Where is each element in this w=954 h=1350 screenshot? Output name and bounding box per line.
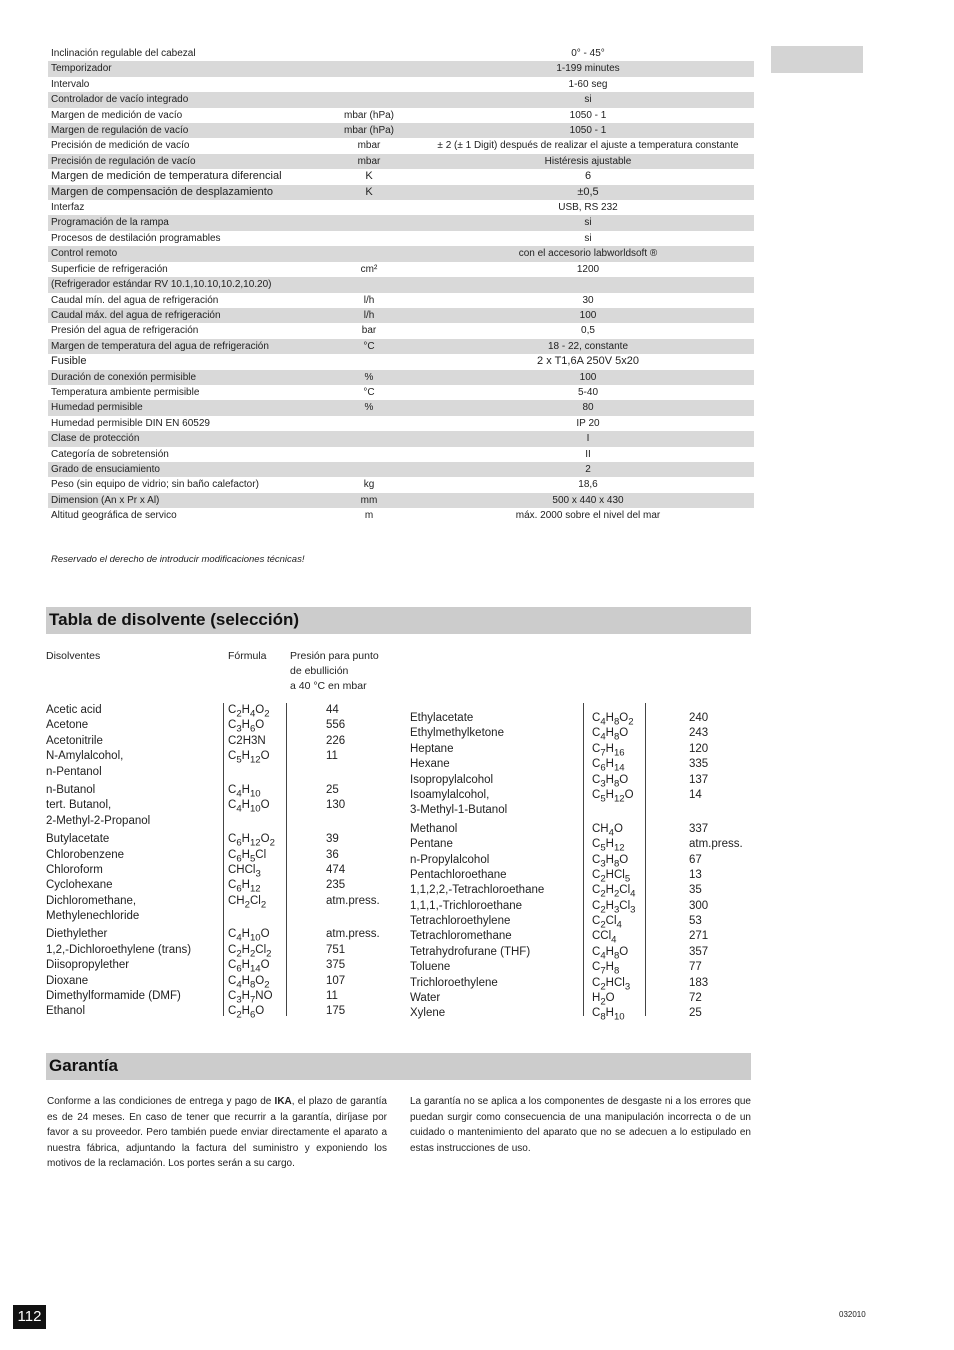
spec-value: 1-60 seg bbox=[422, 77, 754, 92]
spec-value: si bbox=[422, 215, 754, 230]
solvent-pressure: 335 bbox=[689, 758, 709, 771]
spec-row bbox=[48, 385, 754, 400]
spec-unit: kg bbox=[316, 477, 422, 492]
section-tab-marker bbox=[771, 46, 863, 73]
spec-label: Superficie de refrigeración bbox=[48, 262, 316, 277]
solvent-formula: $CH_4O$ bbox=[592, 822, 623, 839]
solvent-name: Chloroform bbox=[46, 863, 103, 876]
solvent-pressure: 751 bbox=[326, 943, 346, 956]
solvent-formula: $C_4H_8O$ bbox=[592, 945, 629, 962]
spec-unit bbox=[316, 46, 422, 61]
solvent-name: Tetrahydrofurane (THF) bbox=[410, 945, 531, 958]
spec-value: 18,6 bbox=[422, 477, 754, 492]
solvent-pressure: 556 bbox=[326, 719, 346, 732]
solvent-formula: $CH_2Cl_2$ bbox=[228, 894, 267, 910]
spec-row bbox=[48, 200, 754, 215]
solvent-pressure: 375 bbox=[326, 959, 346, 972]
spec-value: 80 bbox=[422, 400, 754, 415]
solvent-pressure bbox=[326, 814, 380, 829]
spec-label: Margen de medición de temperatura diferencial bbox=[48, 169, 316, 184]
solvent-formula: $C_5H_{12}O$ bbox=[592, 788, 634, 805]
header-pressure-line1: Presión para punto bbox=[290, 650, 379, 662]
solvent-name: Diethylether bbox=[46, 928, 108, 941]
solvent-name: Methanol bbox=[410, 822, 458, 835]
header-formula: Fórmula bbox=[228, 650, 267, 662]
spec-unit: °C bbox=[316, 339, 422, 354]
spec-label: Temperatura ambiente permisible bbox=[48, 385, 316, 400]
spec-label: Programación de la rampa bbox=[48, 215, 316, 230]
solvent-pressure: 107 bbox=[326, 974, 346, 987]
spec-value: 0° - 45° bbox=[422, 46, 754, 61]
solvent-name: Dimethylformamide (DMF) bbox=[46, 990, 181, 1003]
spec-label: Margen de compensación de desplazamiento bbox=[48, 185, 316, 200]
solvent-pressure: 175 bbox=[326, 1005, 346, 1018]
spec-value: máx. 2000 sobre el nivel del mar bbox=[422, 508, 754, 523]
spec-value: 1050 - 1 bbox=[422, 123, 754, 138]
solvent-pressure: 67 bbox=[689, 853, 702, 866]
spec-label: Precisión de regulación de vacío bbox=[48, 154, 316, 169]
spec-value: 1050 - 1 bbox=[422, 108, 754, 123]
spec-row bbox=[48, 185, 754, 200]
spec-unit: mbar (hPa) bbox=[316, 123, 422, 138]
spec-value: 30 bbox=[422, 293, 754, 308]
solvent-name: Diisopropylether bbox=[46, 959, 130, 972]
spec-unit bbox=[316, 462, 422, 477]
solvent-name: Cyclohexane bbox=[46, 879, 113, 892]
solvent-formula: $C_6H_{12}O_2$ bbox=[228, 833, 275, 849]
spec-label: (Refrigerador estándar RV 10.1,10.10,10.2,10.20) bbox=[48, 277, 316, 292]
solvent-pressure: 35 bbox=[689, 884, 702, 897]
solvent-formula: $C_6H_5Cl$ bbox=[228, 848, 267, 864]
solvent-pressure: 271 bbox=[689, 930, 709, 943]
spec-label: Margen de regulación de vacío bbox=[48, 123, 316, 138]
spec-row bbox=[48, 416, 754, 431]
solvent-pressure: 357 bbox=[689, 945, 709, 958]
spec-unit: °C bbox=[316, 385, 422, 400]
right-solvent-formulas bbox=[592, 711, 635, 1022]
solvent-formula: $C_2HCl_5$ bbox=[592, 868, 631, 885]
spec-row bbox=[48, 493, 754, 508]
solvent-name: Ethylacetate bbox=[410, 712, 474, 724]
spec-row bbox=[48, 61, 754, 76]
spec-label: Caudal máx. del agua de refrigeración bbox=[48, 308, 316, 323]
solvent-pressure: 120 bbox=[689, 742, 709, 755]
solvent-formula: $C_6H_{14}$ bbox=[592, 758, 625, 774]
spec-label: Clase de protección bbox=[48, 431, 316, 446]
solvent-pressure: 337 bbox=[689, 822, 709, 835]
spec-row bbox=[48, 246, 754, 261]
solvent-formula: CHCl$_3$ bbox=[228, 863, 261, 880]
solvent-formula: $C_2H_6O$ bbox=[228, 1005, 265, 1021]
spec-value: I bbox=[422, 431, 754, 446]
spec-row bbox=[48, 154, 754, 169]
spec-value bbox=[422, 277, 754, 292]
spec-unit bbox=[316, 231, 422, 246]
spec-row bbox=[48, 215, 754, 230]
spec-unit: mm bbox=[316, 493, 422, 508]
solvent-name: Dioxane bbox=[46, 974, 89, 987]
spec-value: con el accesorio labworldsoft ® bbox=[422, 246, 754, 261]
solvent-formula: $C_6H_{14}O$ bbox=[228, 959, 270, 975]
spec-value: ± 2 (± 1 Digit) después de realizar el ajuste a temperatura constante bbox=[422, 138, 754, 153]
solvent-pressure: 235 bbox=[326, 879, 346, 892]
spec-unit bbox=[316, 416, 422, 431]
spec-unit bbox=[316, 431, 422, 446]
solvent-name: Xylene bbox=[410, 1007, 446, 1020]
solvent-pressure bbox=[689, 803, 743, 818]
solvent-name: Isopropylalcohol bbox=[410, 773, 494, 786]
solvent-name: Heptane bbox=[410, 742, 454, 755]
solvent-name: n-Propylalcohol bbox=[410, 853, 490, 866]
spec-value: si bbox=[422, 92, 754, 107]
solvent-name: Water bbox=[410, 992, 441, 1005]
page-number: 112 bbox=[13, 1305, 46, 1329]
spec-unit bbox=[316, 354, 422, 369]
solvent-formula: $C_5H_{12}$ bbox=[592, 838, 625, 854]
solvent-pressure bbox=[326, 765, 380, 780]
spec-row bbox=[48, 262, 754, 277]
left-solvent-names bbox=[46, 703, 191, 1020]
solvent-formula: $C_2H_4O_2$ bbox=[228, 704, 270, 720]
solvent-formula: $C_3H_8O$ bbox=[592, 773, 629, 789]
solvent-formula: $C_3H_8O$ bbox=[592, 853, 629, 869]
solvent-pressure: 130 bbox=[326, 799, 346, 812]
solvent-name: 3-Methyl-1-Butanol bbox=[410, 804, 508, 817]
spec-row bbox=[48, 431, 754, 446]
solvent-formula: $C_4H_{10}O$ bbox=[228, 799, 270, 815]
right-solvent-values bbox=[689, 711, 743, 1022]
spec-value: 2 x T1,6A 250V 5x20 bbox=[422, 354, 754, 369]
spec-row bbox=[48, 46, 754, 61]
solvent-name: 1,2,-Dichloroethylene (trans) bbox=[46, 943, 192, 956]
solvent-formula: $C_2H_3Cl_3$ bbox=[592, 899, 636, 915]
left-column-divider-1 bbox=[223, 703, 224, 1016]
spec-unit: % bbox=[316, 400, 422, 415]
spec-label: Precisión de medición de vacío bbox=[48, 138, 316, 153]
solvent-formula bbox=[228, 765, 275, 780]
spec-unit: % bbox=[316, 370, 422, 385]
spec-value: si bbox=[422, 231, 754, 246]
spec-value: 5-40 bbox=[422, 385, 754, 400]
spec-unit: m bbox=[316, 508, 422, 523]
warranty-title: Garantía bbox=[49, 1056, 118, 1075]
right-column-divider-2 bbox=[645, 703, 646, 1016]
spec-label: Grado de ensuciamiento bbox=[48, 462, 316, 477]
spec-row bbox=[48, 92, 754, 107]
spec-row bbox=[48, 277, 754, 292]
solvent-pressure: 474 bbox=[326, 863, 346, 876]
spec-row bbox=[48, 77, 754, 92]
spec-unit: K bbox=[316, 185, 422, 200]
solvent-name: Chlorobenzene bbox=[46, 848, 125, 861]
spec-value: 500 x 440 x 430 bbox=[422, 493, 754, 508]
spec-value: 2 bbox=[422, 462, 754, 477]
spec-unit bbox=[316, 200, 422, 215]
spec-label: Margen de medición de vacío bbox=[48, 108, 316, 123]
spec-value: 6 bbox=[422, 169, 754, 184]
spec-label: Temporizador bbox=[48, 61, 316, 76]
spec-row bbox=[48, 339, 754, 354]
solvent-name: Ethylmethylketone bbox=[410, 727, 504, 740]
solvent-formula bbox=[592, 803, 635, 818]
spec-label: Presión del agua de refrigeración bbox=[48, 323, 316, 338]
spec-unit: bar bbox=[316, 323, 422, 338]
spec-row bbox=[48, 293, 754, 308]
solvent-pressure: 25 bbox=[326, 783, 339, 796]
solvent-pressure: 11 bbox=[326, 750, 338, 763]
spec-unit: mbar bbox=[316, 154, 422, 169]
solvent-formula: $C_7H_{16}$ bbox=[592, 742, 625, 759]
solvent-pressure: 72 bbox=[689, 992, 702, 1005]
warranty-section-header bbox=[46, 1053, 751, 1080]
solvent-pressure: atm.press. bbox=[689, 838, 743, 851]
spec-unit: cm² bbox=[316, 262, 422, 277]
solvent-name: tert. Butanol, bbox=[46, 799, 112, 812]
spec-unit: l/h bbox=[316, 308, 422, 323]
spec-row bbox=[48, 231, 754, 246]
solvent-formula: $C_3H_6O$ bbox=[228, 719, 265, 735]
spec-unit bbox=[316, 61, 422, 76]
solvent-name: n-Pentanol bbox=[46, 765, 102, 778]
solvent-formula: $C_6H_{12}$ bbox=[228, 879, 261, 895]
solvent-name: Hexane bbox=[410, 758, 450, 771]
spec-label: Inclinación regulable del cabezal bbox=[48, 46, 316, 61]
solvent-formula: $C_2H_2Cl_4$ bbox=[592, 884, 636, 900]
solvent-formula bbox=[228, 814, 275, 829]
spec-label: Humedad permisible DIN EN 60529 bbox=[48, 416, 316, 431]
spec-value: 18 - 22, constante bbox=[422, 339, 754, 354]
solvent-name: Butylacetate bbox=[46, 833, 110, 846]
solvent-formula: $C_4H_{10}$ bbox=[228, 783, 261, 800]
spec-label: Controlador de vacío integrado bbox=[48, 92, 316, 107]
spec-row bbox=[48, 477, 754, 492]
spec-label: Interfaz bbox=[48, 200, 316, 215]
solvent-name: n-Butanol bbox=[46, 783, 96, 796]
solvent-formula: C2H3N bbox=[228, 734, 266, 747]
spec-row bbox=[48, 308, 754, 323]
solvent-pressure: 14 bbox=[689, 788, 702, 801]
spec-value: USB, RS 232 bbox=[422, 200, 754, 215]
solvent-formula: CCl$_4$ bbox=[592, 930, 617, 946]
spec-label: Caudal mín. del agua de refrigeración bbox=[48, 293, 316, 308]
spec-label: Humedad permisible bbox=[48, 400, 316, 415]
spec-label: Duración de conexión permisible bbox=[48, 370, 316, 385]
spec-label: Control remoto bbox=[48, 246, 316, 261]
solvent-pressure: 44 bbox=[326, 704, 339, 716]
solvent-name: Acetone bbox=[46, 719, 89, 732]
spec-value: Histéresis ajustable bbox=[422, 154, 754, 169]
spec-unit bbox=[316, 92, 422, 107]
spec-unit: mbar (hPa) bbox=[316, 108, 422, 123]
solvent-name: Tetrachloromethane bbox=[410, 930, 512, 943]
spec-value: 100 bbox=[422, 308, 754, 323]
left-column-divider-2 bbox=[286, 703, 287, 1016]
header-pressure-line3: a 40 °C en mbar bbox=[290, 680, 367, 692]
spec-unit bbox=[316, 215, 422, 230]
spec-value: 1-199 minutes bbox=[422, 61, 754, 76]
solvent-pressure: 25 bbox=[689, 1007, 702, 1020]
solvent-name: Tetrachloroethylene bbox=[410, 915, 511, 928]
spec-row bbox=[48, 138, 754, 153]
warranty-text-right: La garantía no se aplica a los componentes de desgaste ni a los errores que puedan surgir como consecuencia de una manipulación incorrecta o de un cuidado o mantenimiento del aparato que no se adecuen a lo estipulado en estas instrucciones de uso. bbox=[410, 1096, 751, 1154]
solvent-pressure: 11 bbox=[326, 990, 338, 1003]
spec-value: 0,5 bbox=[422, 323, 754, 338]
solvent-name: 2-Methyl-2-Propanol bbox=[46, 814, 151, 827]
solvent-pressure: 183 bbox=[689, 976, 709, 989]
spec-label: Intervalo bbox=[48, 77, 316, 92]
spec-row bbox=[48, 462, 754, 477]
spec-unit: mbar bbox=[316, 138, 422, 153]
spec-value: ±0,5 bbox=[422, 185, 754, 200]
solvent-formula: $C_5H_{12}O$ bbox=[228, 750, 270, 766]
solvent-pressure: 13 bbox=[689, 868, 702, 881]
solvent-name: 1,1,2,2,-Tetrachloroethane bbox=[410, 884, 545, 897]
spec-row bbox=[48, 400, 754, 415]
solvent-formula: $C_3H_7NO$ bbox=[228, 990, 273, 1006]
spec-label: Altitud geográfica de servico bbox=[48, 508, 316, 523]
solvents-title: Tabla de disolvente (selección) bbox=[49, 610, 300, 629]
spec-row bbox=[48, 123, 754, 138]
solvent-formula: $C_4H_8O_2$ bbox=[228, 974, 270, 990]
solvent-pressure: 53 bbox=[689, 915, 702, 928]
spec-unit bbox=[316, 447, 422, 462]
left-solvent-values bbox=[326, 703, 380, 1020]
solvent-formula: $C_8H_{10}$ bbox=[592, 1007, 625, 1023]
header-pressure-line2: de ebullición bbox=[290, 665, 349, 677]
solvent-name: N-Amylalcohol, bbox=[46, 750, 124, 763]
header-pressure bbox=[290, 649, 379, 694]
spec-value: IP 20 bbox=[422, 416, 754, 431]
spec-row bbox=[48, 108, 754, 123]
solvent-name: Acetic acid bbox=[46, 704, 102, 716]
solvent-name: Pentane bbox=[410, 838, 453, 851]
solvent-pressure: 240 bbox=[689, 712, 709, 724]
solvents-section-header bbox=[46, 607, 751, 634]
spec-row bbox=[48, 169, 754, 184]
solvent-pressure: 77 bbox=[689, 961, 702, 974]
spec-value: 100 bbox=[422, 370, 754, 385]
left-solvent-formulas bbox=[228, 703, 275, 1020]
solvent-formula: $C_2HCl_3$ bbox=[592, 976, 631, 992]
spec-label: Fusible bbox=[48, 354, 316, 369]
right-solvent-names bbox=[410, 711, 544, 1022]
spec-label: Dimension (An x Pr x Al) bbox=[48, 493, 316, 508]
solvent-pressure: 243 bbox=[689, 727, 709, 740]
spec-unit bbox=[316, 77, 422, 92]
spec-row bbox=[48, 508, 754, 523]
solvent-name: Ethanol bbox=[46, 1005, 86, 1018]
solvent-pressure: 39 bbox=[326, 833, 339, 846]
solvent-formula: $C_4H_8O$ bbox=[592, 727, 629, 743]
header-solvents: Disolventes bbox=[46, 650, 101, 662]
spec-unit bbox=[316, 277, 422, 292]
solvent-name: 1,1,1,-Trichloroethane bbox=[410, 899, 523, 912]
solvent-name: Isoamylalcohol, bbox=[410, 788, 490, 801]
solvent-name: Pentachloroethane bbox=[410, 868, 507, 881]
solvent-pressure: atm.press. bbox=[326, 894, 380, 907]
spec-value: II bbox=[422, 447, 754, 462]
right-column-divider-1 bbox=[583, 703, 584, 1016]
solvent-pressure bbox=[326, 909, 380, 924]
solvent-formula: $H_2O$ bbox=[592, 992, 615, 1008]
spec-label: Peso (sin equipo de vidrio; sin baño calefactor) bbox=[48, 477, 316, 492]
technical-note: Reservado el derecho de introducir modificaciones técnicas! bbox=[51, 554, 305, 565]
solvent-name: Acetonitrile bbox=[46, 734, 103, 747]
solvent-name: Toluene bbox=[410, 961, 451, 974]
specifications-table bbox=[48, 46, 754, 524]
solvent-pressure: 137 bbox=[689, 773, 709, 786]
solvent-name: Dichloromethane, bbox=[46, 894, 137, 907]
solvent-formula bbox=[228, 909, 275, 924]
spec-label: Categoría de sobretensión bbox=[48, 447, 316, 462]
solvent-pressure: 226 bbox=[326, 734, 346, 747]
solvent-formula: $C_2Cl_4$ bbox=[592, 915, 622, 931]
spec-unit: l/h bbox=[316, 293, 422, 308]
spec-row bbox=[48, 323, 754, 338]
spec-row bbox=[48, 447, 754, 462]
spec-row bbox=[48, 370, 754, 385]
solvent-pressure: 300 bbox=[689, 899, 709, 912]
warranty-text-left: Conforme a las condiciones de entrega y pago de IKA, el plazo de garantía es de 24 meses. En caso de tener que recurrir a la garantía, diríjase por favor a su proveedor. Pero también puede enviar directamente el aparato a nuestra fábrica, adjuntando la factura del suministro y exponiendo los motivos de la reclamación. Los portes serán a su cargo. bbox=[47, 1096, 387, 1169]
solvent-name: Trichloroethylene bbox=[410, 976, 498, 989]
spec-label: Procesos de destilación programables bbox=[48, 231, 316, 246]
spec-row bbox=[48, 354, 754, 369]
spec-value: 1200 bbox=[422, 262, 754, 277]
solvent-name: Methylenechloride bbox=[46, 910, 140, 923]
document-code: 032010 bbox=[839, 1310, 866, 1319]
solvent-pressure: atm.press. bbox=[326, 928, 380, 941]
solvent-formula: $C_7H_8$ bbox=[592, 961, 620, 977]
solvent-pressure: 36 bbox=[326, 848, 339, 861]
spec-unit: K bbox=[316, 169, 422, 184]
solvent-formula: $C_4H_{10}O$ bbox=[228, 928, 270, 944]
spec-label: Margen de temperatura del agua de refrigeración bbox=[48, 339, 316, 354]
solvent-formula: $C_2H_2Cl_2$ bbox=[228, 943, 272, 960]
spec-unit bbox=[316, 246, 422, 261]
solvent-formula: $C_4H_8O_2$ bbox=[592, 712, 634, 728]
